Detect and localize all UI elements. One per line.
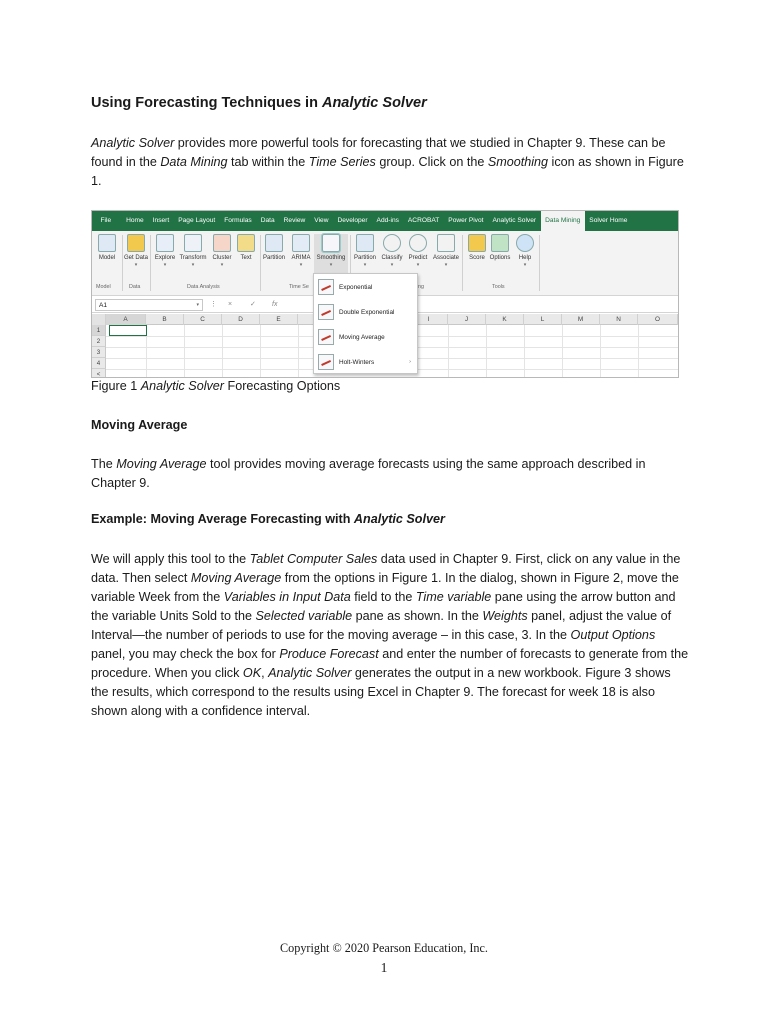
cluster-label: Cluster bbox=[212, 255, 232, 261]
score-label: Score bbox=[469, 255, 485, 261]
ma-text-1: The bbox=[91, 457, 117, 471]
menu-item-exponential[interactable] bbox=[314, 275, 417, 299]
transform-label: Transform bbox=[179, 255, 207, 261]
classify-button[interactable] bbox=[378, 234, 406, 268]
chevron-down-icon: ▾ bbox=[363, 262, 367, 268]
column-header[interactable]: J bbox=[448, 314, 486, 325]
example-em: Variables in Input Data bbox=[223, 590, 351, 604]
explore-label: Explore bbox=[154, 255, 176, 261]
name-box-value: A1 bbox=[99, 302, 108, 309]
associate-icon bbox=[437, 234, 455, 252]
intro-em-3: Time Series bbox=[308, 155, 376, 169]
options-icon bbox=[491, 234, 509, 252]
group-label-data-mining: ng bbox=[418, 284, 424, 290]
arima-label: ARIMA bbox=[291, 255, 311, 261]
column-header[interactable]: L bbox=[524, 314, 562, 325]
chevron-down-icon: ▾ bbox=[196, 302, 199, 308]
arima-button[interactable] bbox=[287, 234, 315, 268]
scroll-left-icon[interactable]: < bbox=[92, 369, 106, 378]
classify-label: Classify bbox=[381, 255, 403, 261]
chevron-down-icon: ▾ bbox=[191, 262, 195, 268]
chevron-down-icon: ▾ bbox=[523, 262, 527, 268]
tab-insert[interactable]: Insert bbox=[152, 217, 170, 224]
intro-text-1: provides more powerful tools for forecasting that we studied in Chapter 9. These can be found in the bbox=[91, 136, 666, 169]
help-label: Help bbox=[518, 255, 532, 261]
column-header[interactable]: K bbox=[486, 314, 524, 325]
grid-line bbox=[448, 325, 449, 378]
smoothing-label: Smoothing bbox=[316, 255, 346, 261]
intro-text-3: group. Click on the bbox=[375, 155, 488, 169]
menu-item-double-exponential[interactable] bbox=[314, 300, 417, 324]
example-em: Moving Average bbox=[190, 571, 282, 585]
insert-function-icon[interactable]: fx bbox=[272, 301, 278, 308]
row-header[interactable]: 3 bbox=[92, 347, 106, 358]
grid-line bbox=[298, 325, 299, 378]
text-label: Text bbox=[240, 255, 252, 261]
example-text: data used in Chapter 9. First, click on any value in the data. Then select bbox=[91, 552, 681, 585]
group-label-model: Model bbox=[96, 284, 111, 290]
column-header[interactable]: N bbox=[600, 314, 638, 325]
enter-icon[interactable]: ✓ bbox=[250, 301, 256, 308]
transform-icon bbox=[184, 234, 202, 252]
figure-1-caption bbox=[91, 379, 340, 393]
text-button[interactable] bbox=[232, 234, 260, 261]
chevron-right-icon: › bbox=[409, 359, 411, 365]
menu-item-holt-winters[interactable] bbox=[314, 350, 417, 374]
predict-button[interactable] bbox=[404, 234, 432, 268]
group-label-time-series: Time Se bbox=[289, 284, 309, 290]
section-heading-moving-average: Moving Average bbox=[91, 418, 188, 432]
intro-paragraph bbox=[91, 134, 691, 191]
select-all-corner[interactable] bbox=[92, 314, 106, 325]
options-button[interactable] bbox=[486, 234, 514, 261]
tab-data[interactable]: Data bbox=[260, 217, 275, 224]
ma-em: Moving Average bbox=[116, 457, 207, 471]
example-em: Produce Forecast bbox=[279, 647, 379, 661]
grid-line bbox=[486, 325, 487, 378]
example-paragraph bbox=[91, 550, 691, 721]
get-data-label: Get Data bbox=[123, 255, 148, 261]
cluster-icon bbox=[213, 234, 231, 252]
ma-text-2: tool provides moving average forecasts using the same approach described in Chapter 9. bbox=[91, 457, 646, 490]
group-label-data: Data bbox=[129, 284, 141, 290]
name-box[interactable] bbox=[95, 299, 203, 311]
chevron-down-icon: ▾ bbox=[163, 262, 167, 268]
menu-item-label: Holt-Winters bbox=[339, 358, 375, 366]
tab-analytic-solver[interactable]: Analytic Solver bbox=[492, 217, 537, 224]
chevron-down-icon: ▾ bbox=[220, 262, 224, 268]
caption-text-2: Forecasting Options bbox=[224, 379, 341, 393]
example-em: Output Options bbox=[570, 628, 656, 642]
title-italic: Analytic Solver bbox=[321, 95, 427, 111]
page-number: 1 bbox=[380, 960, 388, 975]
menu-item-label: Moving Average bbox=[339, 333, 385, 341]
double-exponential-chart-icon bbox=[318, 304, 334, 320]
arima-icon bbox=[292, 234, 310, 252]
column-header[interactable]: I bbox=[410, 314, 448, 325]
column-header[interactable]: A bbox=[106, 314, 146, 325]
example-text: panel, you may check the box for bbox=[91, 647, 280, 661]
example-text: pane using the arrow button and the variable Units Sold to the bbox=[91, 590, 676, 623]
tab-acrobat[interactable]: ACROBAT bbox=[407, 217, 440, 224]
partition-label: Partition bbox=[262, 255, 285, 261]
example-text: and enter the number of forecasts to generate from the procedure. When you click bbox=[91, 647, 689, 680]
partition-label-2: Partition bbox=[353, 255, 376, 261]
tab-add-ins[interactable]: Add-ins bbox=[376, 217, 399, 224]
moving-average-paragraph bbox=[91, 455, 691, 493]
model-label: Model bbox=[98, 255, 116, 261]
chevron-down-icon: ▾ bbox=[329, 262, 333, 268]
example-text: from the options in Figure 1. In the dialog, shown in Figure 2, move the variable Week from the bbox=[91, 571, 679, 604]
caption-text-1: Figure 1 bbox=[91, 379, 141, 393]
chevron-down-icon: ▾ bbox=[416, 262, 420, 268]
tab-developer[interactable]: Developer bbox=[337, 217, 368, 224]
example-em: OK bbox=[242, 666, 262, 680]
partition-ts-button[interactable] bbox=[260, 234, 288, 261]
tab-formulas[interactable]: Formulas bbox=[224, 217, 252, 224]
row-header[interactable]: 1 bbox=[92, 325, 106, 336]
example-text: We will apply this tool to the bbox=[91, 552, 250, 566]
predict-label: Predict bbox=[408, 255, 428, 261]
help-icon bbox=[516, 234, 534, 252]
tab-home[interactable]: Home bbox=[126, 217, 144, 224]
copyright-notice: Copyright © 2020 Pearson Education, Inc. bbox=[280, 941, 488, 955]
text-icon bbox=[237, 234, 255, 252]
tab-file[interactable]: File bbox=[100, 217, 112, 224]
holt-winters-chart-icon bbox=[318, 354, 334, 370]
get-data-button[interactable] bbox=[122, 234, 150, 268]
tab-power-pivot[interactable]: Power Pivot bbox=[448, 217, 484, 224]
explore-button[interactable] bbox=[151, 234, 179, 268]
menu-item-moving-average[interactable] bbox=[314, 325, 417, 349]
example-em: Analytic Solver bbox=[268, 666, 352, 680]
associate-button[interactable] bbox=[432, 234, 460, 268]
intro-text-2: tab within the bbox=[227, 155, 309, 169]
chevron-down-icon: ▾ bbox=[134, 262, 138, 268]
partition-icon bbox=[265, 234, 283, 252]
intro-em-2: Data Mining bbox=[160, 155, 228, 169]
transform-button[interactable] bbox=[179, 234, 207, 268]
grid-line bbox=[638, 325, 639, 378]
active-cell-a1[interactable] bbox=[109, 325, 147, 336]
group-label-tools: Tools bbox=[492, 284, 505, 290]
tab-page-layout[interactable]: Page Layout bbox=[178, 217, 216, 224]
example-text: , bbox=[261, 666, 269, 680]
get-data-icon bbox=[127, 234, 145, 252]
explore-icon bbox=[156, 234, 174, 252]
column-header[interactable]: D bbox=[222, 314, 260, 325]
row-header[interactable]: 4 bbox=[92, 358, 106, 369]
grid-line bbox=[260, 325, 261, 378]
column-header[interactable]: O bbox=[638, 314, 678, 325]
figure-1-screenshot bbox=[91, 210, 679, 378]
example-text: panel, adjust the value of Interval—the number of periods to use for the moving average – in this case, 3. In the bbox=[91, 609, 672, 642]
example-em: Selected variable bbox=[255, 609, 353, 623]
menu-item-label: Double Exponential bbox=[339, 308, 395, 316]
options-label: Options bbox=[489, 255, 511, 261]
predict-icon bbox=[409, 234, 427, 252]
column-header[interactable]: E bbox=[260, 314, 298, 325]
tab-solver-home[interactable]: Solver Home bbox=[589, 217, 628, 224]
partition-button[interactable] bbox=[351, 234, 379, 268]
example-em: Tablet Computer Sales bbox=[249, 552, 378, 566]
score-icon bbox=[468, 234, 486, 252]
column-header[interactable]: C bbox=[184, 314, 222, 325]
grid-line bbox=[600, 325, 601, 378]
grid-line bbox=[222, 325, 223, 378]
example-heading-em: Analytic Solver bbox=[353, 512, 445, 526]
options-dots-icon: ⋮ bbox=[210, 301, 217, 308]
associate-label: Associate bbox=[432, 255, 459, 261]
row-header[interactable]: 2 bbox=[92, 336, 106, 347]
intro-em-4: Smoothing bbox=[487, 155, 549, 169]
grid-line bbox=[184, 325, 185, 378]
intro-em-1: Analytic Solver bbox=[91, 136, 175, 150]
document-title bbox=[91, 95, 427, 111]
cancel-icon[interactable]: × bbox=[228, 301, 233, 308]
tab-view[interactable]: View bbox=[314, 217, 329, 224]
example-text: pane as shown. In the bbox=[352, 609, 483, 623]
moving-average-chart-icon bbox=[318, 329, 334, 345]
menu-item-label: Exponential bbox=[339, 283, 373, 291]
help-button[interactable] bbox=[511, 234, 539, 268]
ribbon-tab-bar bbox=[92, 211, 678, 231]
smoothing-dropdown-menu bbox=[313, 273, 418, 374]
grid-line bbox=[562, 325, 563, 378]
classify-icon bbox=[383, 234, 401, 252]
example-em: Time variable bbox=[415, 590, 492, 604]
caption-em: Analytic Solver bbox=[140, 379, 224, 393]
chevron-down-icon: ▾ bbox=[390, 262, 394, 268]
tab-data-mining[interactable]: Data Mining bbox=[541, 211, 585, 231]
smoothing-icon bbox=[322, 234, 340, 252]
model-icon bbox=[98, 234, 116, 252]
title-text: Using Forecasting Techniques in bbox=[91, 95, 322, 111]
grid-line bbox=[524, 325, 525, 378]
example-heading-text: Example: Moving Average Forecasting with bbox=[91, 512, 354, 526]
chevron-down-icon: ▾ bbox=[299, 262, 303, 268]
exponential-chart-icon bbox=[318, 279, 334, 295]
chevron-down-icon: ▾ bbox=[444, 262, 448, 268]
tab-review[interactable]: Review bbox=[283, 217, 306, 224]
intro-text-4: icon as shown in Figure 1. bbox=[91, 155, 684, 188]
example-em: Weights bbox=[482, 609, 528, 623]
column-header[interactable]: B bbox=[146, 314, 184, 325]
example-text: generates the output in a new workbook. Figure 3 shows the results, which correspond to the results using Excel in Chapter 9. The forecast for week 18 is also shown along with a confidence interval. bbox=[91, 666, 671, 718]
ribbon-separator bbox=[539, 235, 540, 291]
example-text: field to the bbox=[350, 590, 416, 604]
group-label-data-analysis: Data Analysis bbox=[187, 284, 220, 290]
column-header[interactable]: M bbox=[562, 314, 600, 325]
section-heading-example bbox=[91, 512, 445, 526]
partition-icon bbox=[356, 234, 374, 252]
model-button[interactable] bbox=[93, 234, 121, 261]
